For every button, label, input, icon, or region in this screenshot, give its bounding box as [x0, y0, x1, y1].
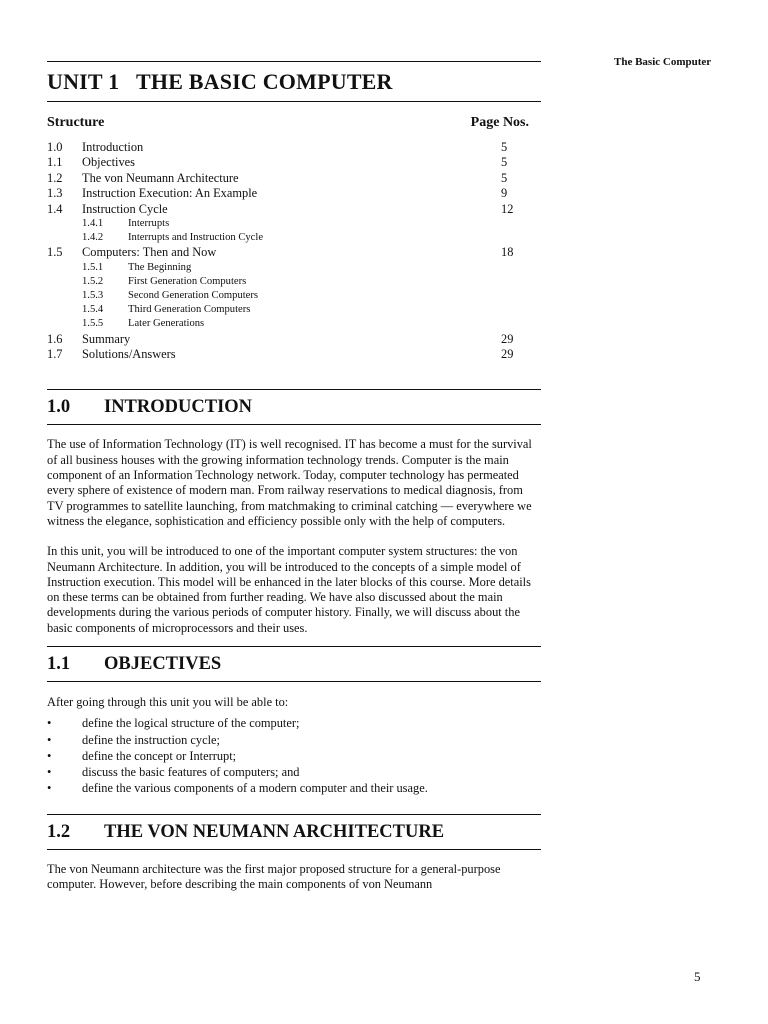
toc-subentry	[47, 303, 541, 317]
unit-title: UNIT 1 THE BASIC COMPUTER	[47, 69, 393, 94]
toc-subentry	[47, 275, 541, 289]
bullet-icon: •	[47, 748, 52, 763]
toc-entry	[47, 245, 541, 260]
toc-number: 1.2	[47, 170, 63, 185]
page-nos-label: Page Nos.	[470, 115, 529, 130]
toc-sub-number: 1.5.1	[82, 261, 104, 273]
toc-entry	[47, 171, 541, 186]
toc-title: Instruction Cycle	[82, 201, 168, 216]
divider	[47, 681, 541, 682]
structure-label: Structure	[47, 115, 105, 130]
toc-entry	[47, 347, 541, 362]
toc-sub-title: Interrupts and Instruction Cycle	[128, 232, 264, 244]
toc-title: Solutions/Answers	[82, 347, 176, 362]
list-item	[47, 748, 541, 764]
toc-page: 29	[501, 331, 514, 346]
list-item-text: define the concept or Interrupt;	[82, 748, 237, 763]
list-item-text: define the instruction cycle;	[82, 732, 220, 747]
toc-number: 1.6	[47, 331, 63, 346]
section-number: 1.2	[47, 821, 71, 842]
divider	[47, 61, 541, 62]
toc-sub-number: 1.5.2	[82, 275, 104, 287]
section-number: 1.0	[47, 397, 71, 418]
list-item-text: discuss the basic features of computers; and	[82, 765, 300, 780]
section-introduction	[47, 389, 541, 636]
paragraph: In this unit, you will be introduced to one of the important computer system structures: the von Neumann Architecture. In addition, you will be introduced to the concepts of a simple model of Instruction execution. This model will be enhanced in the later blocks of this course. More details on these terms can be obtained from further reading. We have also discussed about the main developments during the various periods of computer history. Finally, we will discuss about the basic components of microprocessors and their uses.	[47, 544, 531, 635]
toc-number: 1.3	[47, 186, 63, 201]
running-header: The Basic Computer	[614, 56, 712, 68]
toc-page: 12	[501, 201, 514, 216]
toc-entry	[47, 140, 541, 155]
toc-entry	[47, 155, 541, 170]
toc-number: 1.7	[47, 347, 63, 362]
toc-page: 5	[501, 155, 508, 170]
toc-subentry	[47, 289, 541, 303]
bullet-icon: •	[47, 781, 52, 796]
toc-sub-title: The Beginning	[128, 261, 192, 273]
toc-entry	[47, 186, 541, 201]
list-item-text: define the logical structure of the computer;	[82, 716, 300, 731]
toc-page: 5	[501, 140, 508, 154]
toc-subentry	[47, 217, 541, 231]
toc-title: Instruction Execution: An Example	[82, 186, 258, 201]
toc-number: 1.0	[47, 140, 63, 154]
toc-number: 1.1	[47, 155, 63, 170]
toc-title: Objectives	[82, 155, 135, 170]
section-heading	[47, 647, 541, 681]
list-item	[47, 780, 541, 796]
section-title: THE VON NEUMANN ARCHITECTURE	[104, 821, 445, 842]
toc-page: 29	[501, 347, 514, 362]
section-title: OBJECTIVES	[104, 654, 222, 674]
bullet-icon: •	[47, 732, 52, 747]
list-item	[47, 732, 541, 748]
toc-sub-title: First Generation Computers	[128, 275, 247, 287]
toc-sub-title: Later Generations	[128, 318, 205, 330]
toc-entry	[47, 202, 541, 217]
toc-page: 9	[501, 186, 508, 201]
divider	[47, 424, 541, 425]
toc-title: The von Neumann Architecture	[82, 170, 239, 185]
toc-subentry	[47, 231, 541, 245]
toc-sub-title: Second Generation Computers	[128, 290, 259, 302]
divider	[47, 849, 541, 850]
toc-entry	[47, 332, 541, 347]
section-title: INTRODUCTION	[104, 397, 253, 418]
toc-sub-number: 1.5.4	[82, 304, 104, 316]
paragraph: The von Neumann architecture was the first major proposed structure for a general-purpose computer. However, before describing the main components of von Neumann	[47, 861, 501, 892]
toc-title: Introduction	[82, 140, 144, 154]
toc-title: Computers: Then and Now	[82, 245, 217, 260]
section-number: 1.1	[47, 654, 71, 674]
table-of-contents	[47, 140, 541, 362]
toc-header	[47, 114, 541, 132]
toc-sub-title: Third Generation Computers	[128, 304, 251, 316]
toc-sub-number: 1.4.1	[82, 217, 104, 229]
toc-sub-title: Interrupts	[128, 217, 170, 229]
divider	[47, 101, 541, 102]
section-objectives	[47, 646, 541, 797]
toc-sub-number: 1.5.5	[82, 318, 104, 330]
objectives-lead: After going through this unit you will be able to:	[47, 695, 289, 709]
section-heading	[47, 390, 541, 424]
list-item	[47, 715, 541, 731]
list-item-text: define the various components of a modern computer and their usage.	[82, 781, 428, 796]
objectives-list	[47, 715, 541, 796]
toc-subentry	[47, 261, 541, 275]
paragraph: The use of Information Technology (IT) is well recognised. IT has become a must for the survival of all business houses with the growing information technology trends. Computer is the main component of an Information Technology network. Today, computer technology has permeated every sphere of existence of modern man. From railway reservations to medical diagnosis, from TV programmes to satellite launching, from matchmaking to criminal catching — everywhere we witness the elegance, sophistication and efficiency possible only with the help of computers.	[47, 437, 532, 528]
toc-title: Summary	[82, 331, 131, 346]
toc-page: 5	[501, 170, 508, 185]
toc-sub-number: 1.5.3	[82, 290, 104, 302]
bullet-icon: •	[47, 716, 52, 731]
list-item	[47, 764, 541, 780]
toc-page: 18	[501, 245, 514, 260]
toc-number: 1.4	[47, 201, 63, 216]
bullet-icon: •	[47, 765, 52, 780]
section-heading	[47, 815, 541, 849]
toc-subentry	[47, 317, 541, 331]
toc-number: 1.5	[47, 245, 63, 260]
toc-sub-number: 1.4.2	[82, 232, 104, 244]
page-body	[47, 61, 541, 892]
section-architecture	[47, 814, 541, 893]
page-number: 5	[694, 969, 701, 984]
